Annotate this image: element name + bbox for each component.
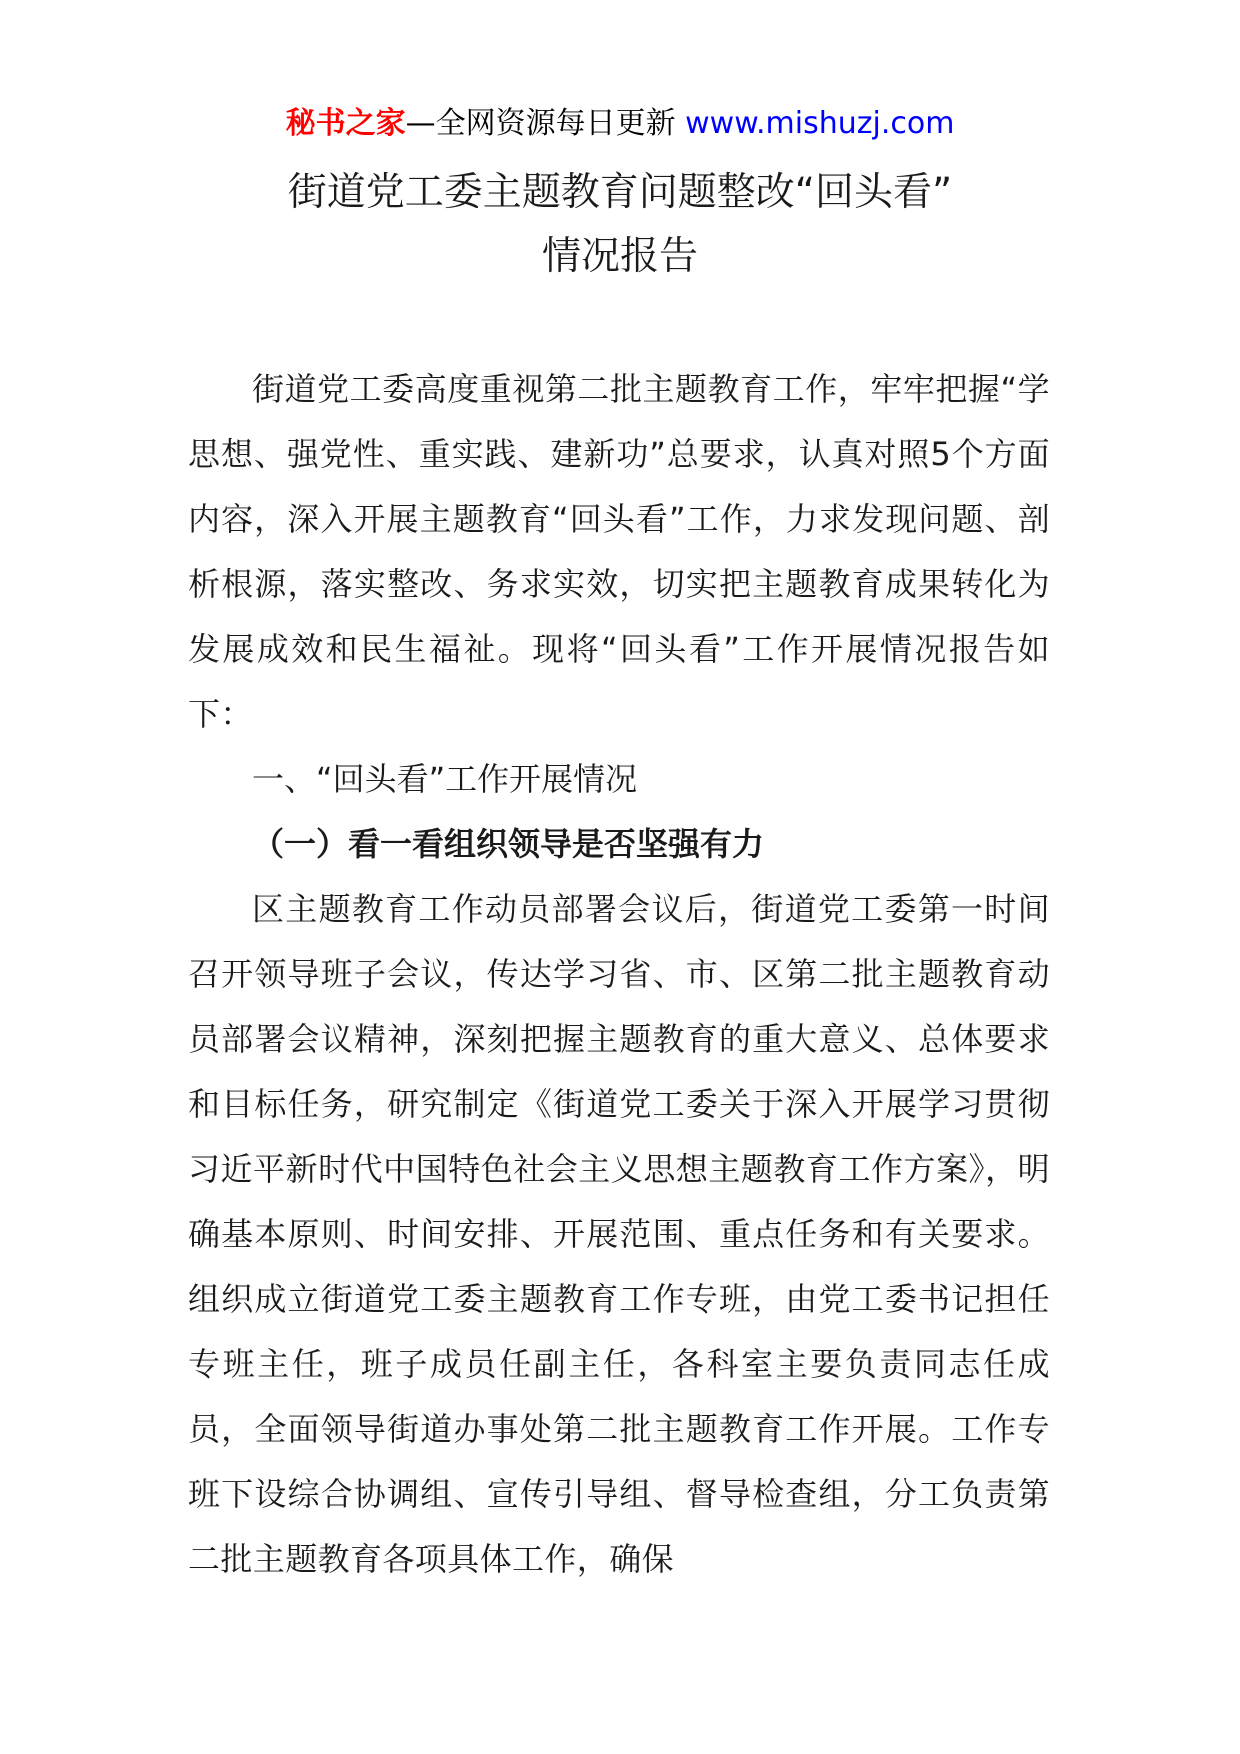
site-tagline: —全网资源每日更新 [405,106,676,141]
document-title-line-2: 情况报告 [541,234,698,279]
intro-paragraph: 街道党工委高度重视第二批主题教育工作，牢牢把握“学思想、强党性、重实践、建新功”总要求，认真对照5个方面内容，深入开展主题教育“回头看”工作，力求发现问题、剖析根源，落实整改、务求实效，切实把主题教育成果转化为发展成效和民生福祉。现将“回头看”工作开展情况报告如下： [188,370,1050,733]
section-heading: 一、“回头看”工作开展情况 [252,760,638,798]
document-body [188,357,1050,1592]
document-title-line-1: 街道党工委主题教育问题整改“回头看” [287,170,953,215]
brand-name: 秘书之家 [285,106,406,141]
subsection-heading: （一）看一看组织领导是否坚强有力 [252,825,765,863]
site-header [0,104,1240,144]
site-url-link[interactable]: www.mishuzj.com [685,106,955,141]
body-paragraph: 区主题教育工作动员部署会议后，街道党工委第一时间召开领导班子会议，传达学习省、市、区第二批主题教育动员部署会议精神，深刻把握主题教育的重大意义、总体要求和目标任务，研究制定《街道党工委关于深入开展学习贯彻习近平新时代中国特色社会主义思想主题教育工作方案》，明确基本原则、时间安排、开展范围、重点任务和有关要求。组织成立街道党工委主题教育工作专班，由党工委书记担任专班主任，班子成员任副主任，各科室主要负责同志任成员，全面领导街道办事处第二批主题教育工作开展。工作专班下设综合协调组、宣传引导组、督导检查组，分工负责第二批主题教育各项具体工作，确保 [188,890,1050,1578]
